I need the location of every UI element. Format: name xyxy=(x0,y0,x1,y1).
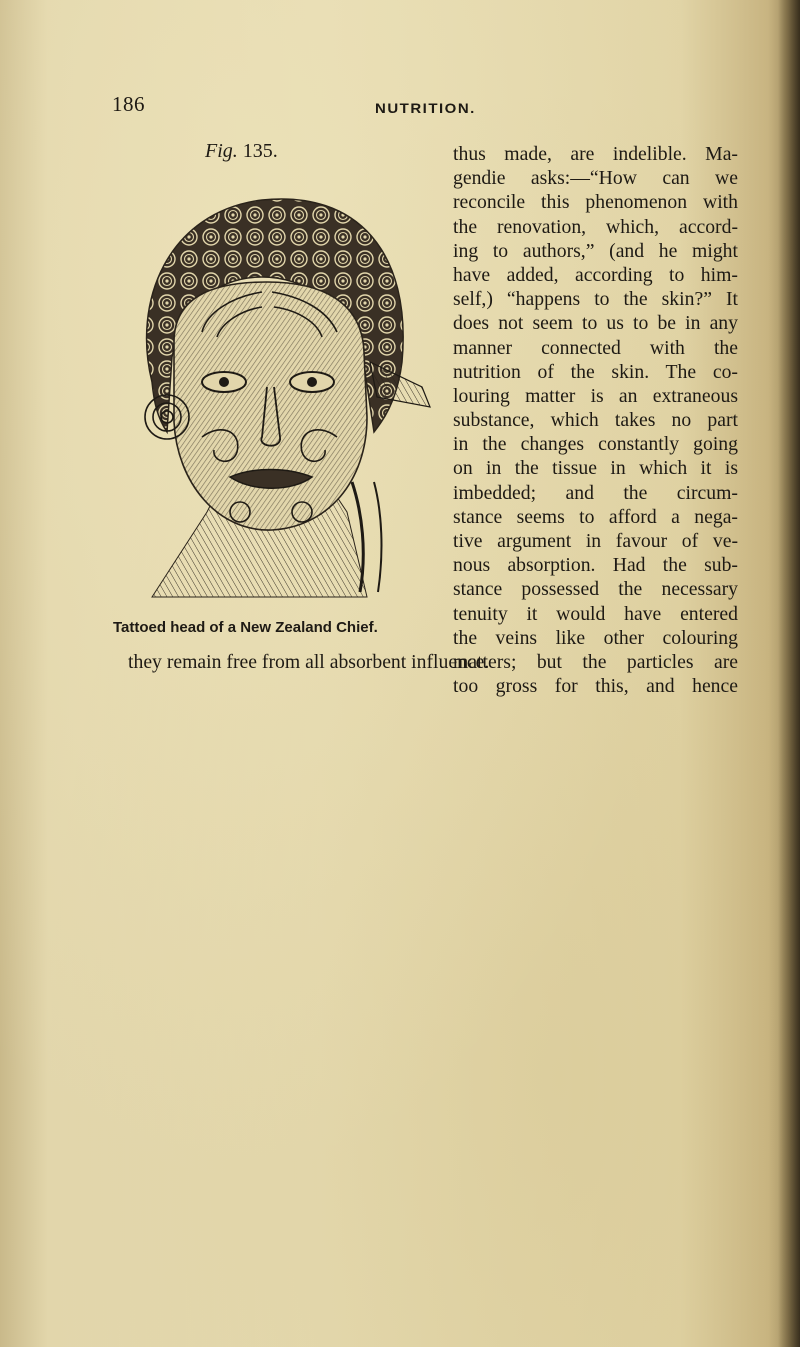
text-line: louring matter is an extraneous xyxy=(453,384,738,407)
text-line: on in the tissue in which it is xyxy=(453,457,738,480)
text-line: tive argument in favour of ve- xyxy=(453,530,738,552)
text-line: manner connected with the xyxy=(453,336,738,359)
page-edge-shadow xyxy=(778,0,800,1347)
figure-label-number: 135. xyxy=(242,140,278,162)
text-line: stance possessed the necessary xyxy=(453,578,738,601)
page-number: 186 xyxy=(112,92,145,116)
text-line: nutrition of the skin. The co- xyxy=(453,360,738,383)
text-line: the veins like other colouring xyxy=(453,626,738,649)
figure-caption: Tattoed head of a New Zealand Chief. xyxy=(113,619,378,636)
figure-label xyxy=(205,140,278,163)
text-line: ing to authors,” (and he might xyxy=(453,239,738,262)
text-line: substance, which takes no part xyxy=(453,409,738,432)
tattooed-head-engraving xyxy=(112,182,437,622)
text-line: imbedded; and the circum- xyxy=(453,481,738,504)
text-line: in the changes constantly going xyxy=(453,433,738,456)
text-line: the renovation, which, accord- xyxy=(453,215,738,238)
figure-label-word: Fig. xyxy=(205,140,238,162)
text-line: thus made, are indelible. Ma- xyxy=(453,143,738,165)
text-line: does not seem to us to be in any xyxy=(453,312,738,335)
text-line: have added, according to him- xyxy=(453,263,738,286)
running-title: NUTRITION. xyxy=(375,100,476,117)
text-line: self,) “happens to the skin?” It xyxy=(453,288,738,311)
text-line: too gross for this, and hence xyxy=(453,675,738,698)
body-text-column xyxy=(453,142,738,698)
text-line: stance seems to afford a nega- xyxy=(453,505,738,528)
text-line: matters; but the particles are xyxy=(453,650,738,673)
text-line: tenuity it would have entered xyxy=(453,602,738,625)
text-line: reconcile this phenomenon with xyxy=(453,191,738,214)
text-line-full-width: they remain free from all absorbent influence. xyxy=(128,651,490,673)
text-line: nous absorption. Had the sub- xyxy=(453,554,738,577)
text-line: gendie asks:—“How can we xyxy=(453,167,738,190)
